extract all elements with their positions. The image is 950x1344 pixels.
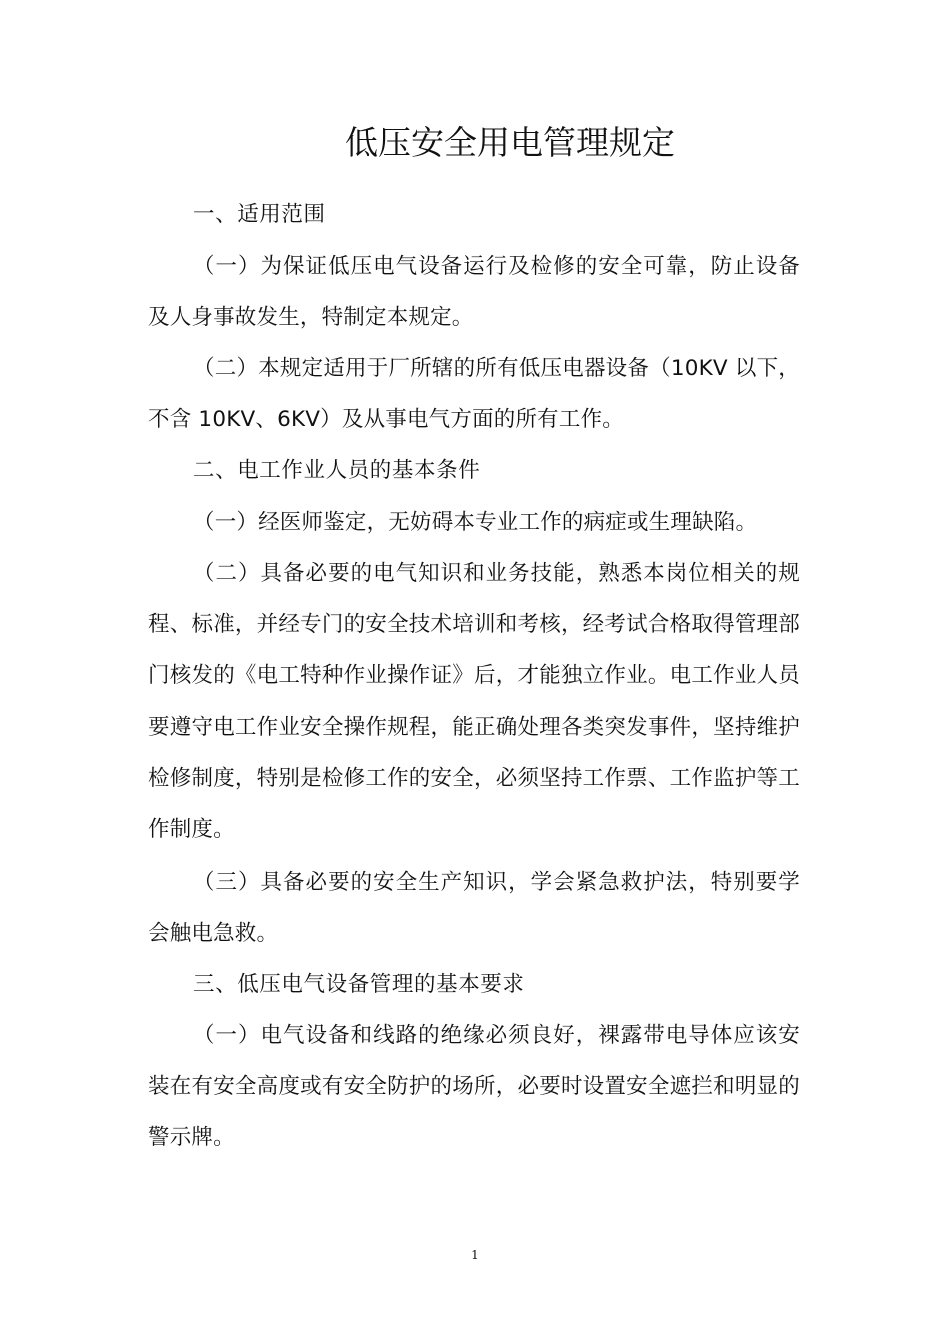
document-title: 低压安全用电管理规定 (345, 123, 675, 162)
section-heading-equipment-requirements: 三、低压电气设备管理的基本要求 (193, 972, 525, 997)
section-heading-scope: 一、适用范围 (193, 202, 326, 227)
page-number: 1 (471, 1248, 479, 1262)
paragraph-conditions-1: （一）经医师鉴定，无妨碍本专业工作的病症或生理缺陷。 (193, 510, 758, 535)
paragraph-equipment-1: （一）电气设备和线路的绝缘必须良好，裸露带电导体应该安装在有安全高度或有安全防护的场所，必要时设置安全遮拦和明显的警示牌。 (148, 1023, 800, 1151)
section-heading-electrician-conditions: 二、电工作业人员的基本条件 (193, 458, 481, 483)
paragraph-conditions-2: （二）具备必要的电气知识和业务技能，熟悉本岗位相关的规程、标准，并经专门的安全技术培训和考核，经考试合格取得管理部门核发的《电工特种作业操作证》后，才能独立作业。电工作业人员要遵守电工作业安全操作规程，能正确处理各类突发事件，坚持维护检修制度，特别是检修工作的安全，必须坚持工作票、工作监护等工作制度。 (148, 561, 800, 843)
paragraph-scope-1: （一）为保证低压电气设备运行及检修的安全可靠，防止设备及人身事故发生，特制定本规定。 (148, 254, 800, 331)
paragraph-scope-2: （二）本规定适用于厂所辖的所有低压电器设备（10KV 以下，不含 10KV、6KV）及从事电气方面的所有工作。 (148, 356, 800, 433)
paragraph-conditions-3: （三）具备必要的安全生产知识，学会紧急救护法，特别要学会触电急救。 (148, 870, 800, 947)
